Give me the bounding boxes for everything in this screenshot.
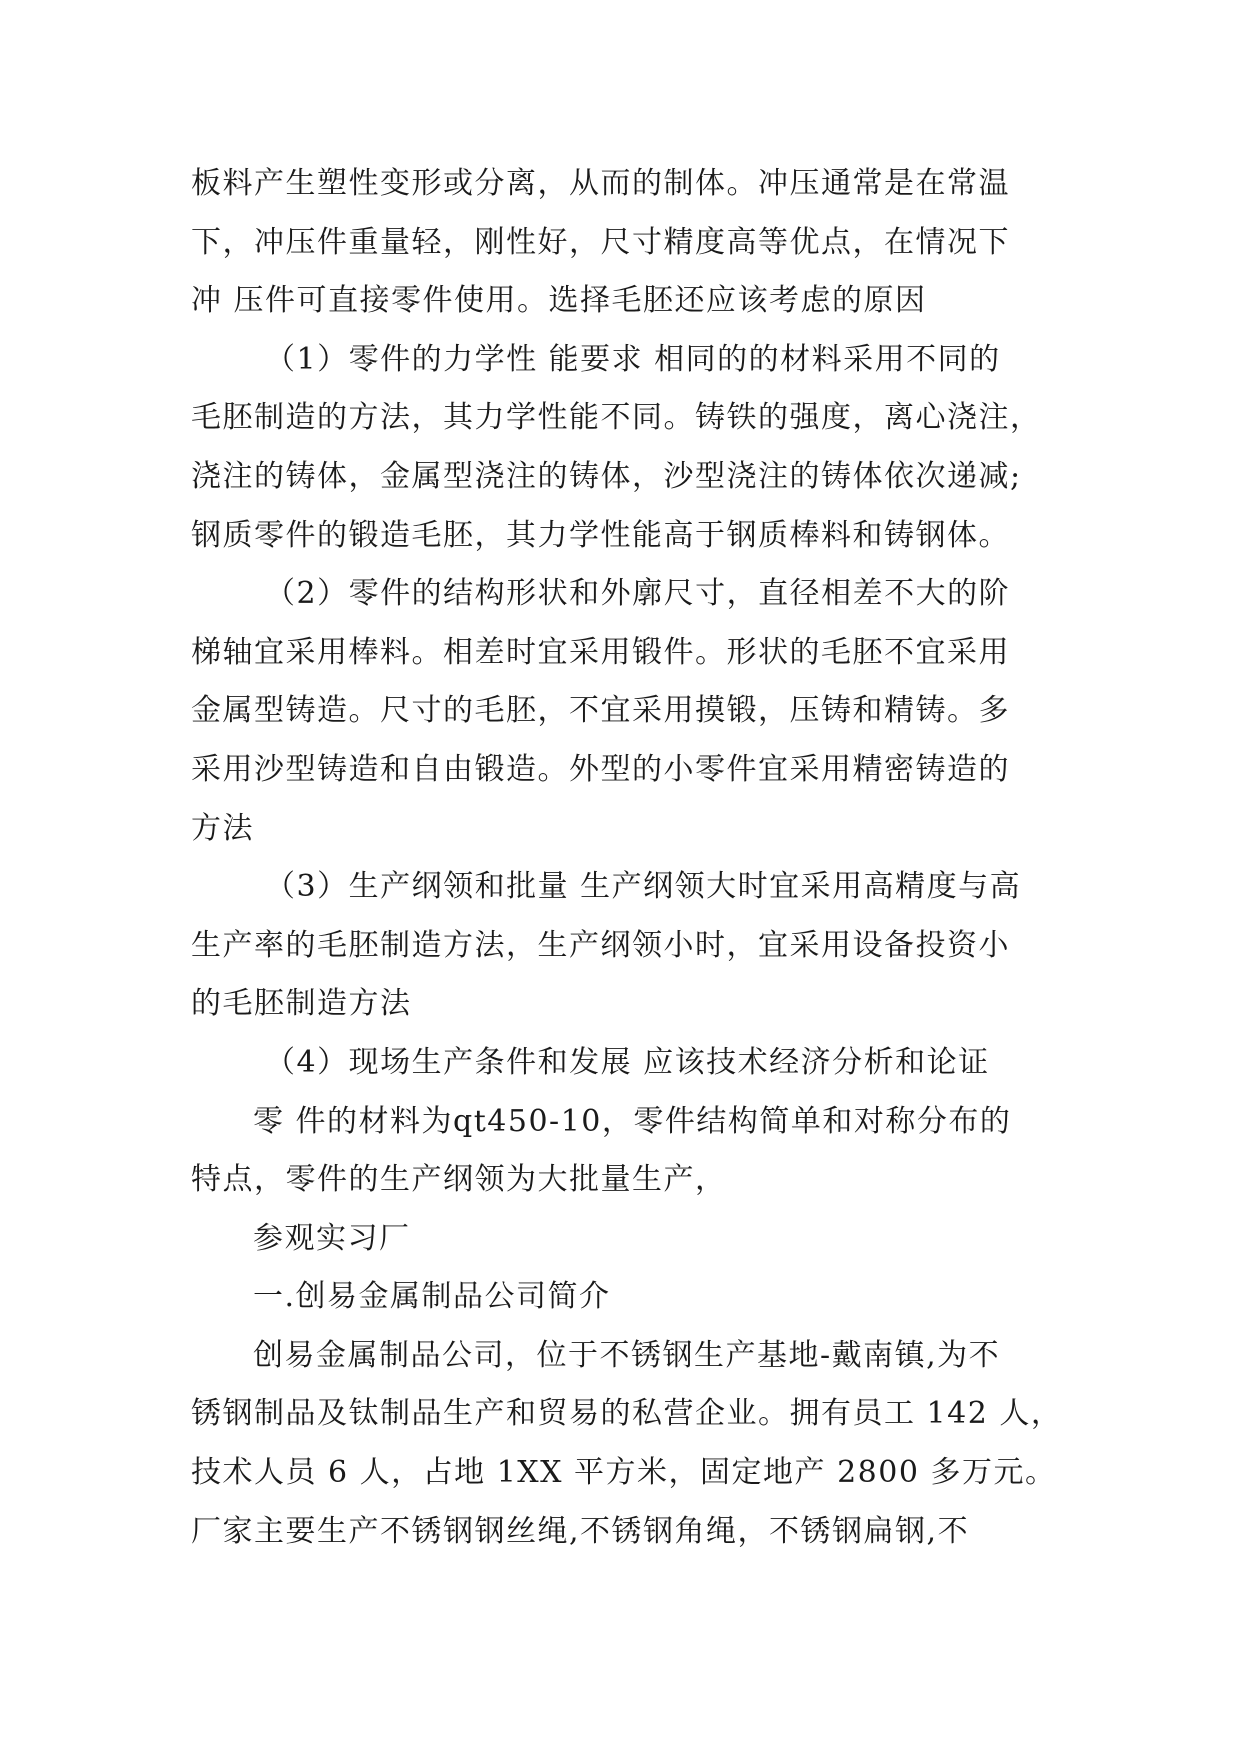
text-line: 金属型铸造。尺寸的毛胚，不宜采用摸锻，压铸和精铸。多 <box>191 693 1010 729</box>
text-line: 零 件的材料为qt450-10，零件结构简单和对称分布的 <box>253 1103 1012 1139</box>
section-heading: 一.创易金属制品公司简介 <box>253 1279 611 1315</box>
text-line: （3）生产纲领和批量 生产纲领大时宜采用高精度与高 <box>265 869 1022 905</box>
section-heading: 参观实习厂 <box>253 1220 411 1256</box>
text-line: 特点，零件的生产纲领为大批量生产， <box>191 1162 727 1198</box>
text-line: 下，冲压件重量轻，刚性好，尺寸精度高等优点，在情况下 <box>191 224 1010 260</box>
text-line: （4）现场生产条件和发展 应该技术经济分析和论证 <box>265 1044 990 1080</box>
text-line: 浇注的铸体，金属型浇注的铸体，沙型浇注的铸体依次递减; <box>191 458 1022 494</box>
text-line: （1）零件的力学性 能要求 相同的的材料采用不同的 <box>265 341 1001 377</box>
text-line: 创易金属制品公司，位于不锈钢生产基地-戴南镇,为不 <box>253 1337 1001 1373</box>
text-line: 方法 <box>191 810 254 846</box>
text-line: （2）零件的结构形状和外廓尺寸，直径相差不大的阶 <box>265 576 1011 612</box>
text-line: 的毛胚制造方法 <box>191 986 412 1022</box>
text-line: 厂家主要生产不锈钢钢丝绳,不锈钢角绳，不锈钢扁钢,不 <box>191 1513 970 1549</box>
text-line: 板料产生塑性变形或分离，从而的制体。冲压通常是在常温 <box>191 166 1010 201</box>
text-line: 钢质零件的锻造毛胚，其力学性能高于钢质棒料和铸钢体。 <box>191 517 1010 553</box>
text-line: 毛胚制造的方法，其力学性能不同。铸铁的强度，离心浇注， <box>191 400 1042 436</box>
text-line: 锈钢制品及钛制品生产和贸易的私营企业。拥有员工 142 人， <box>191 1396 1063 1432</box>
text-line: 采用沙型铸造和自由锻造。外型的小零件宜采用精密铸造的 <box>191 751 1010 787</box>
text-line: 技术人员 6 人，占地 1XX 平方米，固定地产 2800 多万元。 <box>191 1455 1057 1491</box>
text-line: 梯轴宜采用棒料。相差时宜采用锻件。形状的毛胚不宜采用 <box>191 634 1010 670</box>
text-line: 生产率的毛胚制造方法，生产纲领小时，宜采用设备投资小 <box>191 927 1010 963</box>
text-line: 冲 压件可直接零件使用。选择毛胚还应该考虑的原因 <box>191 283 927 319</box>
document-body <box>191 155 1071 1561</box>
